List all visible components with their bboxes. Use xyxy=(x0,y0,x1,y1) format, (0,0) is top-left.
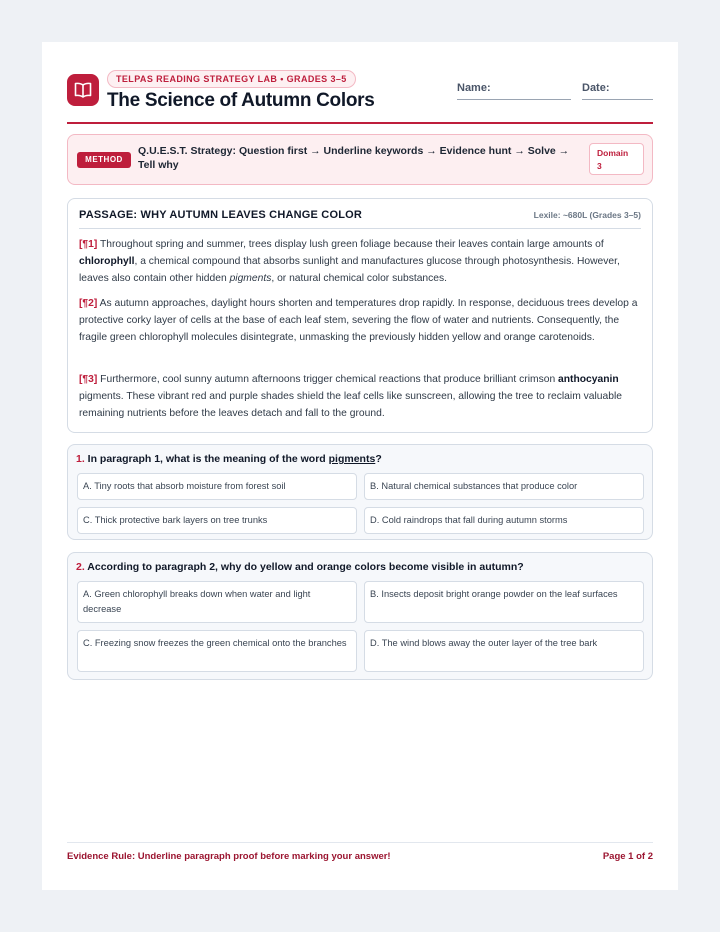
question-text: ? xyxy=(375,453,382,465)
question-2 xyxy=(67,552,653,680)
answer-option-a[interactable]: A. Green chlorophyll breaks down when water and light decrease xyxy=(77,581,357,623)
answer-option-c[interactable]: C. Thick protective bark layers on tree trunks xyxy=(77,507,357,534)
paragraph-text: As autumn approaches, daylight hours shorten and temperatures drop rapidly. In response, deciduous trees develop a protective corky layer of cells at the base of each leaf stem, severing the flow of water and nutrients. Consequently, the fragile green chlorophyll molecules disintegrate, unmasking the previously hidden yellow and orange carotenoids. xyxy=(79,298,638,343)
paragraph-3 xyxy=(79,371,643,422)
answer-option-d[interactable]: D. The wind blows away the outer layer of the tree bark xyxy=(364,630,644,672)
keyword-anthocyanin: anthocyanin xyxy=(558,374,619,385)
name-field[interactable] xyxy=(457,82,571,100)
domain-value: 3 xyxy=(597,161,602,171)
lexile-label: Lexile: ~680L (Grades 3–5) xyxy=(533,210,641,220)
keyword-chlorophyll: chlorophyll xyxy=(79,256,135,267)
worksheet-page xyxy=(42,42,678,890)
question-stem xyxy=(76,561,524,573)
answer-option-b[interactable]: B. Natural chemical substances that produce color xyxy=(364,473,644,500)
paragraph-number: [¶1] xyxy=(79,239,98,250)
paragraph-text: pigments. These vibrant red and purple shades shield the leaf cells like sunscreen, allowing the tree to reclaim valuable remaining nutrients before the leaves detach and fall to the ground. xyxy=(79,391,622,419)
answer-option-d[interactable]: D. Cold raindrops that fall during autumn storms xyxy=(364,507,644,534)
paragraph-text: Throughout spring and summer, trees display lush green foliage because their leaves contain large amounts of xyxy=(97,239,604,250)
passage-divider xyxy=(79,228,641,229)
domain-badge xyxy=(589,143,644,175)
book-icon xyxy=(67,74,99,106)
domain-label: Domain xyxy=(597,148,629,158)
keyword-pigments: pigments xyxy=(229,273,272,284)
paragraph-2 xyxy=(79,295,643,346)
page-title: The Science of Autumn Colors xyxy=(107,90,375,111)
question-1 xyxy=(67,444,653,540)
date-label: Date: xyxy=(582,82,610,94)
series-tag: TELPAS READING STRATEGY LAB • GRADES 3–5 xyxy=(107,70,356,88)
passage-title: PASSAGE: WHY AUTUMN LEAVES CHANGE COLOR xyxy=(79,209,363,221)
answer-option-a[interactable]: A. Tiny roots that absorb moisture from forest soil xyxy=(77,473,357,500)
worksheet-header xyxy=(67,70,653,124)
question-text: According to paragraph 2, why do yellow and orange colors become visible in autumn? xyxy=(84,561,524,573)
method-text: Q.U.E.S.T. Strategy: Question first → Underline keywords → Evidence hunt → Solve → Tell why xyxy=(138,145,570,171)
question-text: In paragraph 1, what is the meaning of the word xyxy=(84,453,329,465)
method-badge: METHOD xyxy=(77,152,131,168)
evidence-rule-note: Evidence Rule: Underline paragraph proof before marking your answer! xyxy=(67,851,391,862)
header-divider xyxy=(67,122,653,124)
paragraph-text: , a chemical compound that absorbs sunlight and manufactures glucose through photosynthesis. However, leaves also contain other hidden xyxy=(79,256,620,284)
question-number: 1. xyxy=(76,453,85,465)
question-keyword: pigments xyxy=(328,453,376,465)
name-label: Name: xyxy=(457,82,491,94)
answer-option-c[interactable]: C. Freezing snow freezes the green chemical onto the branches xyxy=(77,630,357,672)
page-number: Page 1 of 2 xyxy=(602,851,653,862)
paragraph-1 xyxy=(79,236,643,287)
question-stem xyxy=(76,453,382,465)
paragraph-text: Furthermore, cool sunny autumn afternoons trigger chemical reactions that produce brilliant crimson xyxy=(97,374,559,385)
date-field[interactable] xyxy=(582,82,653,100)
passage-card xyxy=(67,198,653,433)
footer-divider xyxy=(67,842,653,843)
answer-option-b[interactable]: B. Insects deposit bright orange powder on the leaf surfaces xyxy=(364,581,644,623)
question-number: 2. xyxy=(76,561,85,573)
paragraph-text: , or natural chemical color substances. xyxy=(271,273,448,284)
method-banner xyxy=(67,134,653,185)
paragraph-number: [¶2] xyxy=(79,298,98,309)
paragraph-number: [¶3] xyxy=(79,374,98,385)
